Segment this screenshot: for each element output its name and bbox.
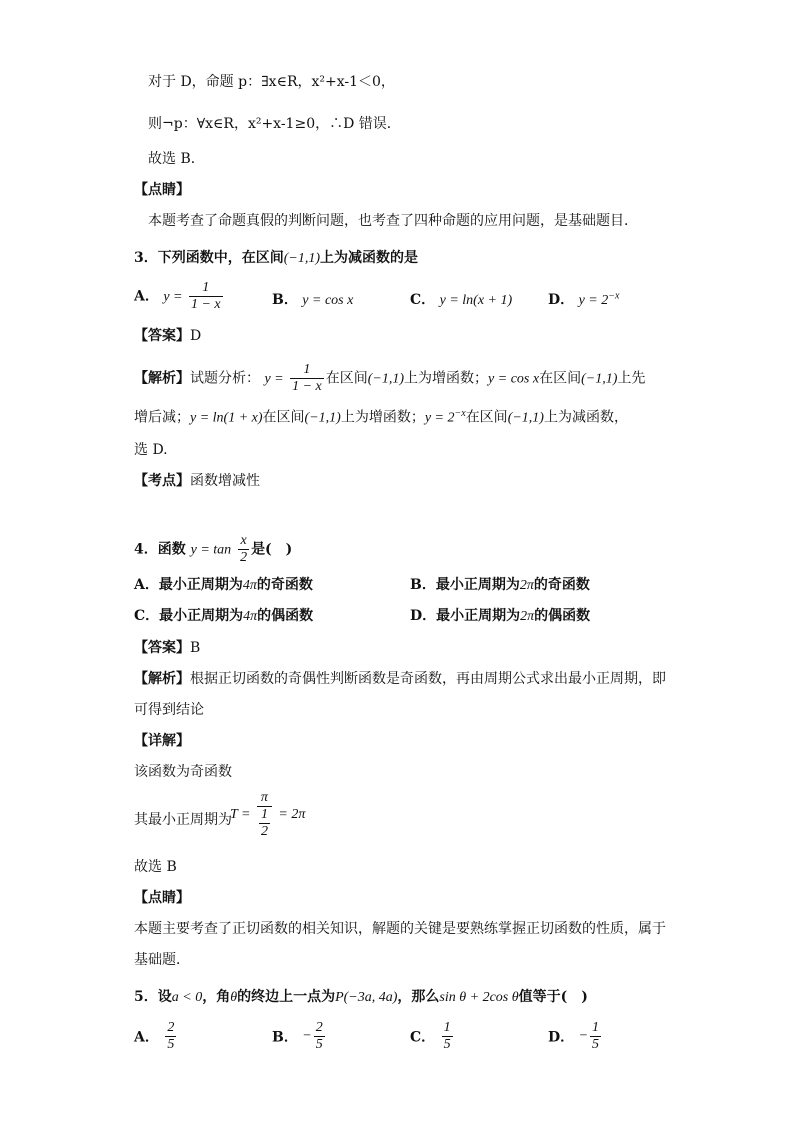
prev-line-2: 则¬p：∀x∈R，x²+x-1≥0，∴D 错误． <box>148 116 401 132</box>
q4-period-formula: T = $\frac{\pi}{\frac{1}{2}}$ = 2π <box>230 790 306 839</box>
q3-analysis-line-1: 【解析】试题分析： y = $\frac{1}{1 - x}$ 在区间(−1,1)上为增函数；y = cos x在区间(−1,1)上先 <box>134 362 646 394</box>
q3-option-a-fraction: $\frac{1}{1 - x}$ <box>190 280 221 312</box>
q4-analysis-line-2: 可得到结论 <box>134 702 204 718</box>
q3-option-b: B． y = cos x <box>272 292 354 308</box>
prev-dianjing-text: 本题考查了命题真假的判断问题，也考查了四种命题的应用问题，是基础题目． <box>148 213 638 229</box>
q5-option-b: B． − $\frac{2}{5}$ <box>272 1020 323 1052</box>
prev-line-1: 对于 D，命题 p：∃x∈R，x²+x-1＜0， <box>148 74 395 90</box>
q3-option-a: A． y = $\frac{1}{1 - x}$ <box>134 280 221 312</box>
q4-detail-line-2: 其最小正周期为 <box>134 812 232 828</box>
q3-analysis-line-3: 选 D. <box>134 442 168 458</box>
q4-stem: 4．函数 y = tan $\frac{x}{2}$ 是( ) <box>134 533 293 565</box>
q3-analysis-fraction: $\frac{1}{1 - x}$ <box>292 362 322 394</box>
q4-detail-line-1: 该函数为奇函数 <box>134 764 232 780</box>
q4-dianjing-line-2: 基础题． <box>134 952 190 968</box>
q4-option-b: B．最小正周期为2π的奇函数 <box>410 577 590 593</box>
q5-option-d: D． − $\frac{1}{5}$ <box>548 1020 600 1052</box>
q5-stem: 5．设a < 0，角θ的终边上一点为P(−3a, 4a)，那么sin θ + 2cos θ值等于( ) <box>134 989 588 1005</box>
q5-option-c: C． $\frac{1}{5}$ <box>410 1020 451 1052</box>
q3-kaodian: 【考点】函数增减性 <box>134 473 260 489</box>
q3-answer: 【答案】D <box>134 328 202 344</box>
prev-dianjing-tag: 【点睛】 <box>134 182 190 198</box>
q3-option-d: D． $y = 2^{-x}$ <box>548 290 620 308</box>
q3-option-c: C． y = ln(x + 1) <box>410 292 513 308</box>
q4-choose: 故选 B <box>134 859 177 875</box>
q4-answer: 【答案】B <box>134 640 201 656</box>
q5-option-a: A． $\frac{2}{5}$ <box>134 1020 175 1052</box>
q4-option-a: A．最小正周期为4π的奇函数 <box>134 577 313 593</box>
q4-option-c: C．最小正周期为4π的偶函数 <box>134 608 314 624</box>
q4-detail-tag: 【详解】 <box>134 733 190 749</box>
q4-analysis-line-1: 【解析】根据正切函数的奇偶性判断函数是奇函数，再由周期公式求出最小正周期，即 <box>134 671 666 687</box>
q4-dianjing-tag: 【点睛】 <box>134 890 190 906</box>
q3-analysis-line-2: 增后减；y = ln(1 + x)在区间(−1,1)上为增函数；$y = 2^{-x}$在区间(−1,1)上为减函数， <box>134 408 628 426</box>
q4-dianjing-line-1: 本题主要考查了正切函数的相关知识，解题的关键是要熟练掌握正切函数的性质，属于 <box>134 921 666 937</box>
q4-option-d: D．最小正周期为2π的偶函数 <box>410 608 591 624</box>
q4-stem-fraction: $\frac{x}{2}$ <box>240 533 248 565</box>
prev-line-3: 故选 B． <box>148 151 205 167</box>
q3-stem: 3．下列函数中，在区间(−1,1)上为减函数的是 <box>134 250 419 266</box>
